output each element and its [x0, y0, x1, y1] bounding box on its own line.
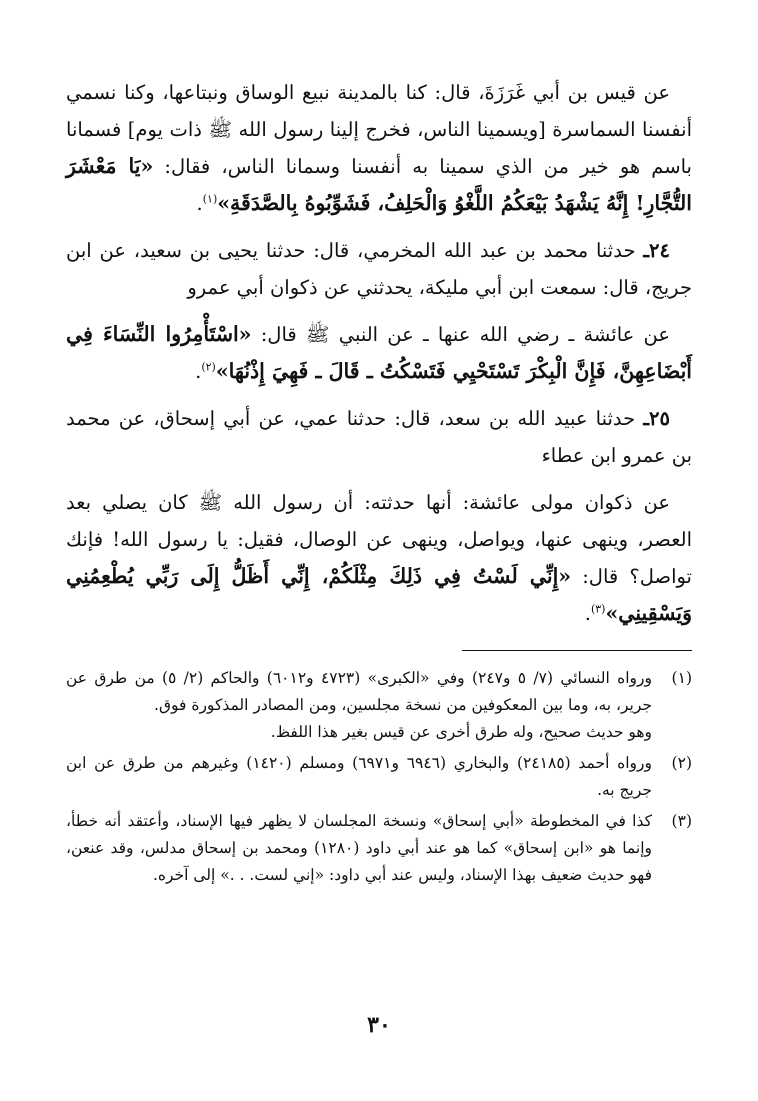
paragraph-hadith-25 — [66, 484, 692, 632]
hadith-number: ٢٥ـ — [643, 407, 670, 430]
hadith-number: ٢٤ـ — [643, 239, 670, 262]
footnote-body — [66, 808, 652, 889]
paragraph-text: عن قيس بن أبي غَرَزَةَ، قال: كنا بالمدينة نبيع الوساق ونبتاعها، وكنا نسمي أنفسنا السماسرة [ويسمينا الناس، فخرج إلينا رسول الله ﷺ ذات يوم] فسمانا باسم هو خير من الذي سمينا به أنفسنا وسمانا الناس، فقال: — [66, 81, 692, 178]
paragraph-hadith-24 — [66, 316, 692, 390]
paragraph-text: حدثنا عبيد الله بن سعد، قال: حدثنا عمي، عن أبي إسحاق، عن محمد بن عمرو ابن عطاء — [66, 407, 692, 467]
paragraph-isnad-24 — [66, 232, 692, 306]
page-number: ٣٠ — [367, 1012, 391, 1038]
paragraph-hadith-1 — [66, 74, 692, 222]
prophetic-quote: «إِنِّي لَسْتُ فِي ذَلِكَ مِثْلَكُمْ، إِنِّي أَظَلُّ إِلَى رَبِّي يُطْعِمُنِي وَيَسْقِينِي» — [66, 564, 692, 625]
page — [66, 74, 692, 893]
paragraph-isnad-25 — [66, 400, 692, 474]
footnote-3 — [66, 808, 692, 889]
prophetic-quote: «يَا مَعْشَرَ التُّجَّارِ! إِنَّهُ يَشْهَدُ بَيْعَكُمُ اللَّغْوُ وَالْحَلِفُ، فَشَوِّبُوهُ بِالصَّدَقَةِ» — [66, 154, 692, 215]
footnotes — [66, 665, 692, 889]
footnote-line: كذا في المخطوطة «أبي إسحاق» ونسخة المجلسان لا يظهر فيها الإسناد، وأعتقد أنه خطأ، وإنما هو «ابن إسحاق» كما هو عند أبي داود (١٢٨٠) ومحمد بن إسحاق مدلس، وقد عنعن، فهو حديث ضعيف بهذا الإسناد، وليس عند أبي داود: «إني لست. . .» إلى آخره. — [66, 812, 652, 884]
footnote-ref: (٣) — [590, 602, 606, 616]
footnote-line: ورواه النسائي (٧/ ٥ و٢٤٧) وفي «الكبرى» (٤٧٢٣ و٦٠١٢) والحاكم (٢/ ٥) من طرق عن جرير، به، وما بين المعكوفين من نسخة مجلسين، ومن المصادر المذكورة فوق. — [66, 669, 652, 714]
footnote-line: وهو حديث صحيح، وله طرق أخرى عن قيس بغير هذا اللفظ. — [270, 723, 652, 741]
paragraph-text: عن عائشة ـ رضي الله عنها ـ عن النبي ﷺ قال: — [251, 323, 670, 346]
footnote-body — [66, 665, 652, 746]
footnote-2 — [66, 750, 692, 804]
paragraph-end: . — [584, 602, 591, 625]
footnote-1 — [66, 665, 692, 746]
paragraph-end: . — [196, 192, 203, 215]
footnote-number: (٢) — [671, 754, 692, 772]
paragraph-end: . — [195, 360, 202, 383]
prophetic-quote: «اسْتَأْمِرُوا النِّسَاءَ فِي أَبْضَاعِهِنَّ، فَإِنَّ الْبِكْرَ تَسْتَحْيِي فَتَسْكُتُ ـ قَالَ ـ فَهِيَ إِذْنُهَا» — [66, 322, 692, 383]
footnote-separator — [462, 650, 692, 651]
footnote-ref: (٢) — [201, 360, 216, 374]
footnote-body — [66, 750, 652, 804]
footnote-number: (١) — [671, 669, 692, 687]
paragraph-text: عن ذكوان مولى عائشة: أنها حدثته: أن رسول الله ﷺ كان يصلي بعد العصر، وينهى عنها، ويواصل، وينهى عن الوصال، فقيل: يا رسول الله! فإنك تواصل؟ قال: — [66, 491, 692, 588]
main-text — [66, 74, 692, 632]
footnote-ref: (١) — [202, 192, 218, 206]
footnote-number: (٣) — [671, 812, 692, 830]
footnote-line: ورواه أحمد (٢٤١٨٥) والبخاري (٦٩٤٦ و٦٩٧١) ومسلم (١٤٢٠) وغيرهم من طرق عن ابن جريج به. — [66, 754, 652, 799]
paragraph-text: حدثنا محمد بن عبد الله المخرمي، قال: حدثنا يحيى بن سعيد، عن ابن جريج، قال: سمعت ابن أبي مليكة، يحدثني عن ذكوان أبي عمرو — [66, 239, 692, 299]
